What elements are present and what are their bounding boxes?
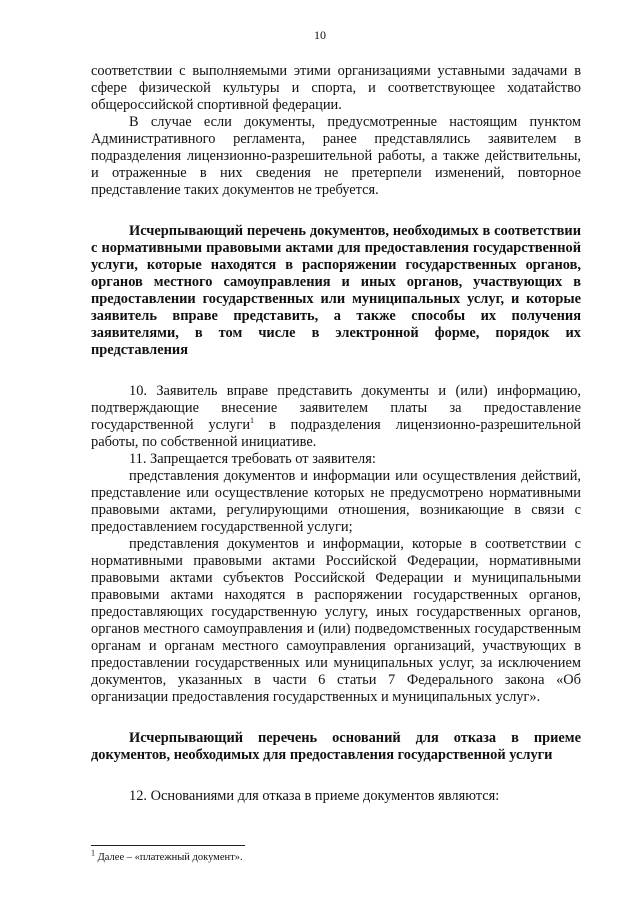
section-heading-refusal: Исчерпывающий перечень оснований для отказа в приеме документов, необходимых для предоставления государственной услуги <box>91 730 581 763</box>
document-body <box>91 63 581 805</box>
paragraph-11-item-b: представления документов и информации, которые в соответствии с нормативными правовыми актами Российской Федерации, нормативными правовыми актами субъектов Российской Федерации и муниципальными правовыми актами находятся в распоряжении государственных органов, предоставляющих государственную услугу, иных государственных органов, органов местного самоуправления и (или) подведомственных государственным органам и органам местного самоуправления организаций, участвующих в предоставлении государственных или муниципальных услуг, за исключением документов, указанных в части 6 статьи 7 Федерального закона «Об организации предоставления государственных и муниципальных услуг». <box>91 536 581 705</box>
footnote-separator <box>91 845 245 846</box>
footnote <box>91 848 243 863</box>
section-heading-documents: Исчерпывающий перечень документов, необходимых в соответствии с нормативными правовыми актами для предоставления государственной услуги, которые находятся в распоряжении государственных органов, органов местного самоуправления и иных органов, участвующих в предоставлении государственных или муниципальных услуг, и которые заявитель вправе представить, а также способы их получения заявителями, в том числе в электронной форме, порядок их представления <box>91 223 581 358</box>
paragraph-11: 11. Запрещается требовать от заявителя: <box>129 451 376 467</box>
footnote-ref: 1 <box>250 416 255 426</box>
paragraph-10-text: 10. Заявитель вправе представить документы и (или) информацию, подтверждающие внесение заявителем платы за предоставление государственной услуги <box>91 383 581 433</box>
paragraph-10-text-cont: в подразделения лицензионно-разрешительной работы, по собственной инициативе. <box>91 417 581 450</box>
footnote-text: Далее – «платежный документ». <box>95 852 243 863</box>
page-number: 10 <box>314 28 326 42</box>
paragraph-11-item-a: представления документов и информации или осуществления действий, представление или осуществление которых не предусмотрено нормативными правовыми актами, регулирующими отношения, возникающие в связи с предоставлением государственной услуги; <box>91 468 581 535</box>
paragraph-intro: соответствии с выполняемыми этими организациями уставными задачами в сфере физической культуры и спорта, и соответствующее ходатайство общероссийской спортивной федерации. <box>91 63 581 113</box>
paragraph-10 <box>91 383 581 451</box>
paragraph-12: 12. Основаниями для отказа в приеме документов являются: <box>129 788 500 804</box>
paragraph-repeat-submission: В случае если документы, предусмотренные настоящим пунктом Административного регламента, ранее представлялись заявителем в подразделения лицензионно-разрешительной работы, а также действительны, и отраженные в них сведения не претерпели изменений, повторное представление таких документов не требуется. <box>91 114 581 198</box>
footnote-mark: 1 <box>91 848 95 858</box>
